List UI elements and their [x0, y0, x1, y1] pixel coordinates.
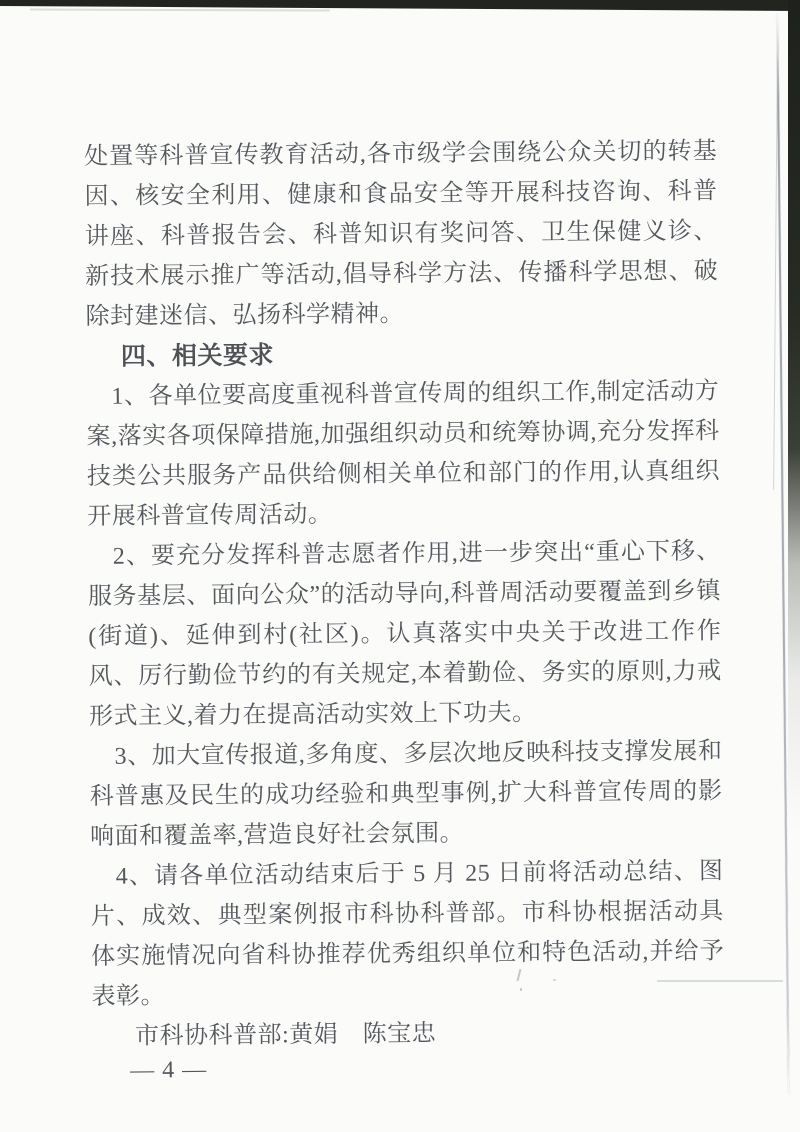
- section-heading: 四、相关要求: [120, 341, 275, 371]
- signature-line: 市科协科普部:黄娟 陈宝忠: [134, 1020, 437, 1050]
- scan-smear: [30, 8, 330, 11]
- page-number: — 4 —: [130, 1056, 208, 1084]
- numbered-paragraph-2: 2、要充分发挥科普志愿者作用,进一步突出“重心下移、服务基层、面向公众”的活动导向,科普周活动要覆盖到乡镇(街道)、延伸到村(社区)。认真落实中央关于改进工作作风、厉行勤俭节约的有关规定,本着勤俭、务实的原则,力戒形式主义,着力在提高活动实效上下功夫。: [87, 538, 722, 730]
- numbered-paragraph-4: 4、请各单位活动结束后于 5 月 25 日前将活动总结、图片、成效、典型案例报市科协科普部。市科协根据活动具体实施情况向省科协推荐优秀组织单位和特色活动,并给予表彰。: [90, 858, 725, 1010]
- scan-edge-right: [788, 0, 800, 830]
- page-fold-line-secondary: [773, 60, 778, 490]
- numbered-paragraph-1: 1、各单位要高度重视科普宣传周的组织工作,制定活动方案,落实各项保障措施,加强组织动员和统筹协调,充分发挥科技类公共服务产品供给侧相关单位和部门的作用,认真组织开展科普宣传周活动。: [86, 378, 721, 530]
- document-body: [84, 131, 725, 1090]
- numbered-paragraph-3: 3、加大宣传报道,多角度、多层次地反映科技支撑发展和科普惠及民生的成功经验和典型事例,扩大科普宣传周的影响面和覆盖率,营造良好社会氛围。: [89, 738, 723, 850]
- continuation-paragraph: 处置等科普宣传教育活动,各市级学会围绕公众关切的转基因、核安全利用、健康和食品安全等开展科技咨询、科普讲座、科普报告会、科普知识有奖问答、卫生保健义诊、新技术展示推广等活动,倡导科学方法、传播科学思想、破除封建迷信、弘扬科学精神。: [84, 138, 719, 330]
